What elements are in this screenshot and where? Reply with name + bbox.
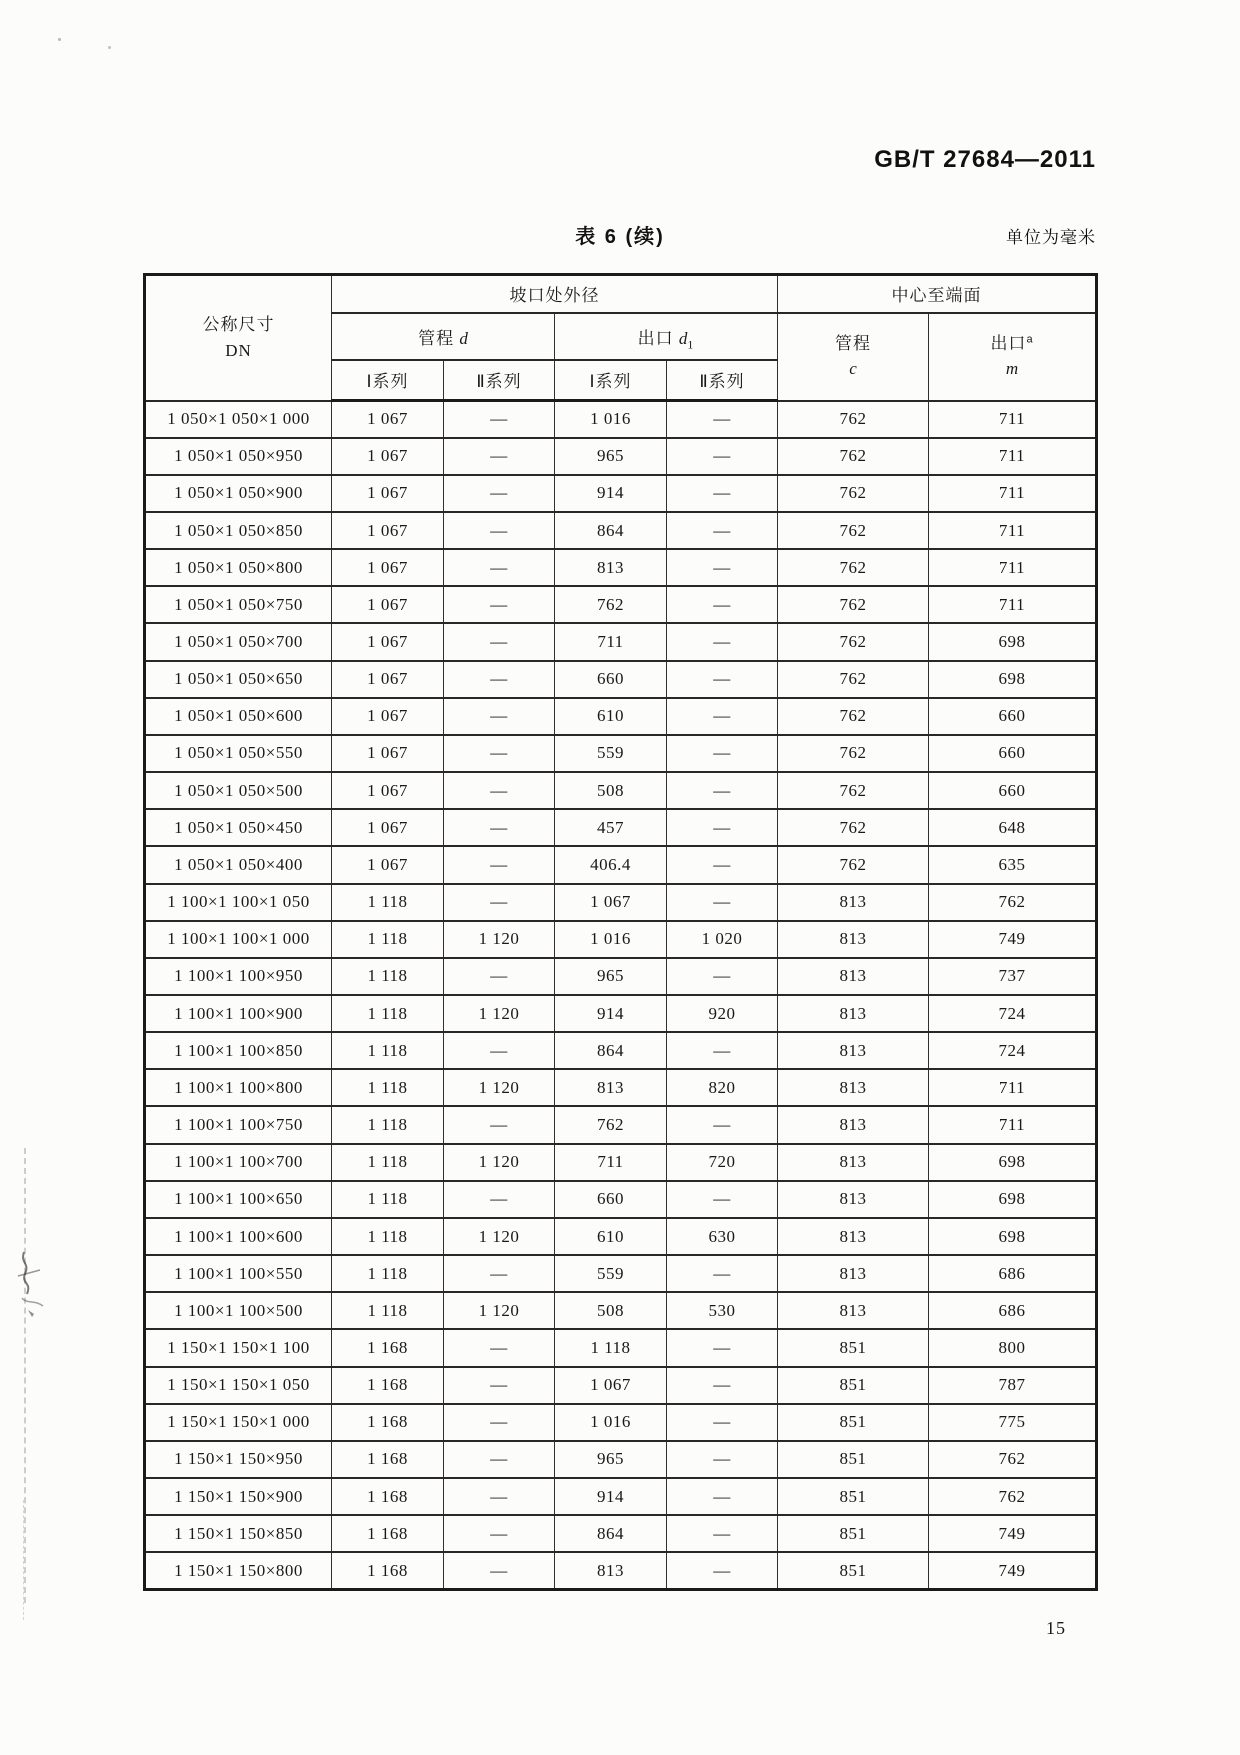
cell-dn: 1 050×1 050×800 (145, 549, 332, 586)
table-row (145, 958, 1097, 995)
cell-value: 1 016 (555, 401, 667, 438)
cell-value: 813 (778, 1106, 929, 1143)
cell-value: — (444, 846, 555, 883)
cell-value: 1 168 (332, 1404, 444, 1441)
cell-value: 1 067 (332, 661, 444, 698)
cell-dn: 1 100×1 100×550 (145, 1255, 332, 1292)
cell-value: 1 118 (555, 1329, 667, 1366)
cell-value: — (667, 1367, 778, 1404)
page-number: 15 (1046, 1618, 1066, 1638)
cell-value: 1 067 (332, 401, 444, 438)
cell-value: 914 (555, 995, 667, 1032)
cell-value: — (444, 623, 555, 660)
cell-value: 1 120 (444, 1069, 555, 1106)
cell-value: — (444, 1255, 555, 1292)
cell-value: 749 (929, 921, 1097, 958)
header-m-var: m (1005, 358, 1019, 378)
cell-value: — (444, 1181, 555, 1218)
cell-value: 1 168 (332, 1329, 444, 1366)
table-row (145, 1367, 1097, 1404)
cell-value: 711 (929, 1106, 1097, 1143)
table-row (145, 661, 1097, 698)
cell-value: 1 067 (332, 809, 444, 846)
cell-value: 1 067 (332, 475, 444, 512)
cell-value: 1 120 (444, 1292, 555, 1329)
cell-value: — (667, 698, 778, 735)
cell-value: — (444, 1441, 555, 1478)
header-outlet-label: 出口 (637, 328, 674, 348)
table-row (145, 846, 1097, 883)
cell-value: 1 118 (332, 921, 444, 958)
cell-value: — (667, 661, 778, 698)
table-row (145, 1106, 1097, 1143)
table-row (145, 438, 1097, 475)
cell-value: 914 (555, 475, 667, 512)
cell-value: 711 (929, 438, 1097, 475)
cell-value: 737 (929, 958, 1097, 995)
cell-dn: 1 050×1 050×700 (145, 623, 332, 660)
cell-value: 813 (778, 1181, 929, 1218)
cell-value: 1 118 (332, 884, 444, 921)
cell-value: 762 (778, 512, 929, 549)
cell-value: 1 168 (332, 1552, 444, 1589)
cell-dn: 1 100×1 100×650 (145, 1181, 332, 1218)
cell-value: 813 (778, 1144, 929, 1181)
cell-value: 635 (929, 846, 1097, 883)
table-row (145, 735, 1097, 772)
cell-value: 965 (555, 438, 667, 475)
scan-artifact-dot-2 (108, 46, 111, 49)
cell-value: 813 (778, 884, 929, 921)
cell-value: — (444, 958, 555, 995)
cell-value: 851 (778, 1367, 929, 1404)
cell-dn: 1 100×1 100×950 (145, 958, 332, 995)
cell-value: — (444, 809, 555, 846)
cell-value: — (444, 772, 555, 809)
cell-value: 965 (555, 1441, 667, 1478)
header-series-4: Ⅱ系列 (667, 360, 778, 401)
cell-dn: 1 050×1 050×450 (145, 809, 332, 846)
cell-value: — (444, 438, 555, 475)
cell-value: 711 (929, 475, 1097, 512)
table-row (145, 1292, 1097, 1329)
cell-value: 1 120 (444, 1218, 555, 1255)
table-row (145, 995, 1097, 1032)
cell-value: 711 (929, 512, 1097, 549)
scan-artifact-dot (58, 38, 61, 41)
cell-dn: 1 050×1 050×1 000 (145, 401, 332, 438)
cell-value: 762 (555, 586, 667, 623)
table-row (145, 1144, 1097, 1181)
table-row (145, 1069, 1097, 1106)
table-row (145, 1552, 1097, 1589)
cell-value: — (444, 1552, 555, 1589)
cell-value: — (444, 1404, 555, 1441)
cell-value: — (667, 846, 778, 883)
cell-value: — (667, 809, 778, 846)
cell-value: 698 (929, 1144, 1097, 1181)
cell-value: — (667, 475, 778, 512)
cell-value: — (667, 1106, 778, 1143)
cell-value: 851 (778, 1552, 929, 1589)
header-pipe-d (332, 313, 555, 360)
cell-value: — (444, 1515, 555, 1552)
cell-value: 457 (555, 809, 667, 846)
cell-dn: 1 150×1 150×1 100 (145, 1329, 332, 1366)
cell-dn: 1 150×1 150×850 (145, 1515, 332, 1552)
cell-value: 711 (555, 1144, 667, 1181)
table-row (145, 698, 1097, 735)
cell-value: 1 067 (555, 1367, 667, 1404)
table-row (145, 475, 1097, 512)
header-outlet-d1 (555, 313, 778, 360)
cell-dn: 1 100×1 100×600 (145, 1218, 332, 1255)
cell-value: 1 067 (332, 735, 444, 772)
doc-number: GB/T 27684—2011 (874, 146, 1096, 173)
cell-value: 813 (555, 1552, 667, 1589)
cell-value: — (444, 475, 555, 512)
cell-value: 530 (667, 1292, 778, 1329)
cell-value: 813 (555, 1069, 667, 1106)
header-dn (145, 275, 332, 401)
cell-value: 762 (778, 772, 929, 809)
cell-dn: 1 050×1 050×600 (145, 698, 332, 735)
cell-value: 787 (929, 1367, 1097, 1404)
cell-value: 1 067 (332, 623, 444, 660)
cell-dn: 1 100×1 100×850 (145, 1032, 332, 1069)
header-pipe-label: 管程 (418, 328, 455, 348)
cell-value: — (444, 884, 555, 921)
cell-dn: 1 100×1 100×1 050 (145, 884, 332, 921)
header-dn-latin: DN (225, 340, 252, 360)
cell-value: 1 168 (332, 1441, 444, 1478)
cell-value: 686 (929, 1255, 1097, 1292)
cell-value: 851 (778, 1515, 929, 1552)
header-pipe-var: d (459, 328, 468, 348)
cell-value: 711 (929, 1069, 1097, 1106)
cell-value: 762 (778, 438, 929, 475)
cell-dn: 1 050×1 050×650 (145, 661, 332, 698)
table-row (145, 1329, 1097, 1366)
cell-value: 762 (778, 623, 929, 660)
cell-value: 813 (778, 1255, 929, 1292)
header-series-2: Ⅱ系列 (444, 360, 555, 401)
cell-value: 762 (778, 661, 929, 698)
cell-value: 851 (778, 1329, 929, 1366)
scan-artifact-edge-marks (24, 1148, 26, 1603)
cell-value: 762 (778, 475, 929, 512)
cell-dn: 1 050×1 050×500 (145, 772, 332, 809)
cell-value: 508 (555, 772, 667, 809)
table-row (145, 586, 1097, 623)
cell-value: 660 (929, 735, 1097, 772)
cell-value: 711 (929, 586, 1097, 623)
cell-value: — (667, 1515, 778, 1552)
cell-value: 1 067 (332, 846, 444, 883)
table-row (145, 623, 1097, 660)
cell-value: 1 016 (555, 1404, 667, 1441)
cell-value: — (667, 1404, 778, 1441)
cell-value: 851 (778, 1478, 929, 1515)
cell-value: 1 118 (332, 1255, 444, 1292)
cell-value: 660 (929, 772, 1097, 809)
cell-value: 965 (555, 958, 667, 995)
cell-value: 648 (929, 809, 1097, 846)
cell-dn: 1 050×1 050×850 (145, 512, 332, 549)
cell-dn: 1 100×1 100×1 000 (145, 921, 332, 958)
cell-value: — (667, 735, 778, 772)
cell-value: 698 (929, 1218, 1097, 1255)
cell-value: 813 (778, 1032, 929, 1069)
cell-value: 762 (778, 735, 929, 772)
cell-value: 864 (555, 1515, 667, 1552)
cell-value: 610 (555, 698, 667, 735)
table-row (145, 1032, 1097, 1069)
cell-value: 724 (929, 1032, 1097, 1069)
cell-value: — (667, 884, 778, 921)
cell-value: 851 (778, 1404, 929, 1441)
cell-value: 406.4 (555, 846, 667, 883)
cell-value: — (667, 1552, 778, 1589)
header-m-label: 出口 (990, 333, 1027, 353)
cell-value: 720 (667, 1144, 778, 1181)
cell-value: — (667, 1032, 778, 1069)
cell-value: — (444, 1367, 555, 1404)
table-row (145, 1478, 1097, 1515)
cell-value: — (444, 549, 555, 586)
cell-value: 711 (929, 549, 1097, 586)
cell-dn: 1 150×1 150×800 (145, 1552, 332, 1589)
cell-value: 1 067 (332, 438, 444, 475)
cell-value: 762 (778, 809, 929, 846)
cell-value: 1 118 (332, 1218, 444, 1255)
cell-value: — (667, 549, 778, 586)
cell-value: 920 (667, 995, 778, 1032)
header-center-to-face: 中心至端面 (778, 275, 1097, 313)
cell-value: — (667, 772, 778, 809)
cell-dn: 1 050×1 050×750 (145, 586, 332, 623)
cell-dn: 1 150×1 150×1 050 (145, 1367, 332, 1404)
cell-value: 660 (555, 661, 667, 698)
cell-dn: 1 100×1 100×700 (145, 1144, 332, 1181)
cell-value: — (444, 661, 555, 698)
table-row (145, 809, 1097, 846)
cell-value: 1 067 (332, 512, 444, 549)
cell-value: — (667, 1478, 778, 1515)
table-row (145, 1255, 1097, 1292)
cell-dn: 1 050×1 050×400 (145, 846, 332, 883)
cell-value: — (444, 1478, 555, 1515)
table-body (145, 401, 1097, 1590)
cell-value: 1 118 (332, 1181, 444, 1218)
table-row (145, 772, 1097, 809)
cell-value: — (444, 1329, 555, 1366)
cell-value: 1 118 (332, 1144, 444, 1181)
cell-value: 1 118 (332, 1106, 444, 1143)
cell-value: 630 (667, 1218, 778, 1255)
scan-artifact-edge-marks-2 (23, 1500, 24, 1620)
cell-value: — (667, 1329, 778, 1366)
header-c-var: c (849, 358, 857, 378)
cell-dn: 1 150×1 150×1 000 (145, 1404, 332, 1441)
cell-dn: 1 100×1 100×800 (145, 1069, 332, 1106)
cell-value: — (667, 438, 778, 475)
cell-value: 851 (778, 1441, 929, 1478)
table-row (145, 1515, 1097, 1552)
cell-value: — (667, 586, 778, 623)
cell-value: 1 118 (332, 1292, 444, 1329)
header-row-groups (145, 275, 1097, 313)
cell-value: 820 (667, 1069, 778, 1106)
cell-value: 762 (778, 549, 929, 586)
header-c-label: 管程 (835, 333, 871, 353)
cell-dn: 1 050×1 050×550 (145, 735, 332, 772)
header-outlet-sub: 1 (687, 336, 695, 351)
table-row (145, 512, 1097, 549)
cell-value: — (444, 401, 555, 438)
cell-value: — (444, 1106, 555, 1143)
dimension-table (143, 273, 1098, 1591)
cell-value: 559 (555, 735, 667, 772)
cell-value: 800 (929, 1329, 1097, 1366)
cell-value: 686 (929, 1292, 1097, 1329)
unit-note: 单位为毫米 (1006, 228, 1096, 247)
cell-value: 724 (929, 995, 1097, 1032)
cell-value: 749 (929, 1552, 1097, 1589)
cell-dn: 1 050×1 050×950 (145, 438, 332, 475)
cell-value: 762 (778, 401, 929, 438)
cell-value: 610 (555, 1218, 667, 1255)
cell-value: — (667, 1255, 778, 1292)
cell-value: 762 (929, 1478, 1097, 1515)
header-outlet-var: d (678, 328, 688, 348)
cell-value: — (444, 586, 555, 623)
cell-value: — (667, 1181, 778, 1218)
cell-value: 1 120 (444, 995, 555, 1032)
table-row (145, 1218, 1097, 1255)
cell-value: 1 168 (332, 1515, 444, 1552)
table-row (145, 401, 1097, 438)
header-pipe-c (778, 313, 929, 401)
cell-value: 762 (778, 846, 929, 883)
cell-dn: 1 100×1 100×750 (145, 1106, 332, 1143)
cell-dn: 1 100×1 100×900 (145, 995, 332, 1032)
cell-value: — (444, 1032, 555, 1069)
cell-value: — (667, 623, 778, 660)
cell-value: 1 120 (444, 921, 555, 958)
cell-value: 508 (555, 1292, 667, 1329)
cell-dn: 1 100×1 100×500 (145, 1292, 332, 1329)
cell-value: — (444, 698, 555, 735)
cell-value: 698 (929, 661, 1097, 698)
cell-value: 813 (778, 1292, 929, 1329)
cell-value: 1 067 (332, 698, 444, 735)
cell-value: 1 067 (332, 586, 444, 623)
cell-value: 813 (778, 1218, 929, 1255)
cell-value: — (444, 512, 555, 549)
cell-value: 813 (778, 995, 929, 1032)
cell-value: — (667, 512, 778, 549)
table-row (145, 884, 1097, 921)
table-row (145, 549, 1097, 586)
cell-value: — (667, 401, 778, 438)
cell-value: 813 (555, 549, 667, 586)
cell-value: 762 (929, 884, 1097, 921)
header-series-3: Ⅰ系列 (555, 360, 667, 401)
cell-value: 762 (929, 1441, 1097, 1478)
cell-value: 660 (555, 1181, 667, 1218)
cell-value: 762 (555, 1106, 667, 1143)
table-row (145, 1181, 1097, 1218)
header-series-1: Ⅰ系列 (332, 360, 444, 401)
cell-value: — (667, 958, 778, 995)
cell-value: 775 (929, 1404, 1097, 1441)
cell-value: 1 120 (444, 1144, 555, 1181)
cell-value: 698 (929, 623, 1097, 660)
cell-value: 813 (778, 1069, 929, 1106)
cell-dn: 1 150×1 150×900 (145, 1478, 332, 1515)
cell-dn: 1 050×1 050×900 (145, 475, 332, 512)
header-groove-od: 坡口处外径 (332, 275, 778, 313)
cell-value: 559 (555, 1255, 667, 1292)
cell-value: 1 118 (332, 1032, 444, 1069)
table-row (145, 1404, 1097, 1441)
cell-value: 1 020 (667, 921, 778, 958)
header-m-footnote-mark: a (1026, 333, 1034, 346)
cell-value: 660 (929, 698, 1097, 735)
cell-value: 762 (778, 698, 929, 735)
cell-value: 914 (555, 1478, 667, 1515)
cell-value: 813 (778, 958, 929, 995)
cell-value: 762 (778, 586, 929, 623)
table-title: 表 6 (续) (575, 226, 665, 248)
cell-value: 698 (929, 1181, 1097, 1218)
cell-value: 813 (778, 921, 929, 958)
cell-value: 1 016 (555, 921, 667, 958)
cell-value: 1 118 (332, 958, 444, 995)
cell-value: 1 118 (332, 995, 444, 1032)
cell-value: 864 (555, 512, 667, 549)
header-outlet-m (929, 313, 1097, 401)
cell-value: 1 067 (332, 772, 444, 809)
cell-value: 864 (555, 1032, 667, 1069)
cell-value: 1 067 (332, 549, 444, 586)
table-row (145, 921, 1097, 958)
cell-value: — (667, 1441, 778, 1478)
cell-value: 749 (929, 1515, 1097, 1552)
cell-value: 1 168 (332, 1367, 444, 1404)
cell-value: — (444, 735, 555, 772)
cell-value: 1 118 (332, 1069, 444, 1106)
cell-value: 1 067 (555, 884, 667, 921)
header-dn-cn: 公称尺寸 (202, 315, 275, 335)
cell-value: 1 168 (332, 1478, 444, 1515)
scan-artifact-scribble (10, 1246, 56, 1335)
table-row (145, 1441, 1097, 1478)
cell-value: 711 (929, 401, 1097, 438)
cell-value: 711 (555, 623, 667, 660)
cell-dn: 1 150×1 150×950 (145, 1441, 332, 1478)
